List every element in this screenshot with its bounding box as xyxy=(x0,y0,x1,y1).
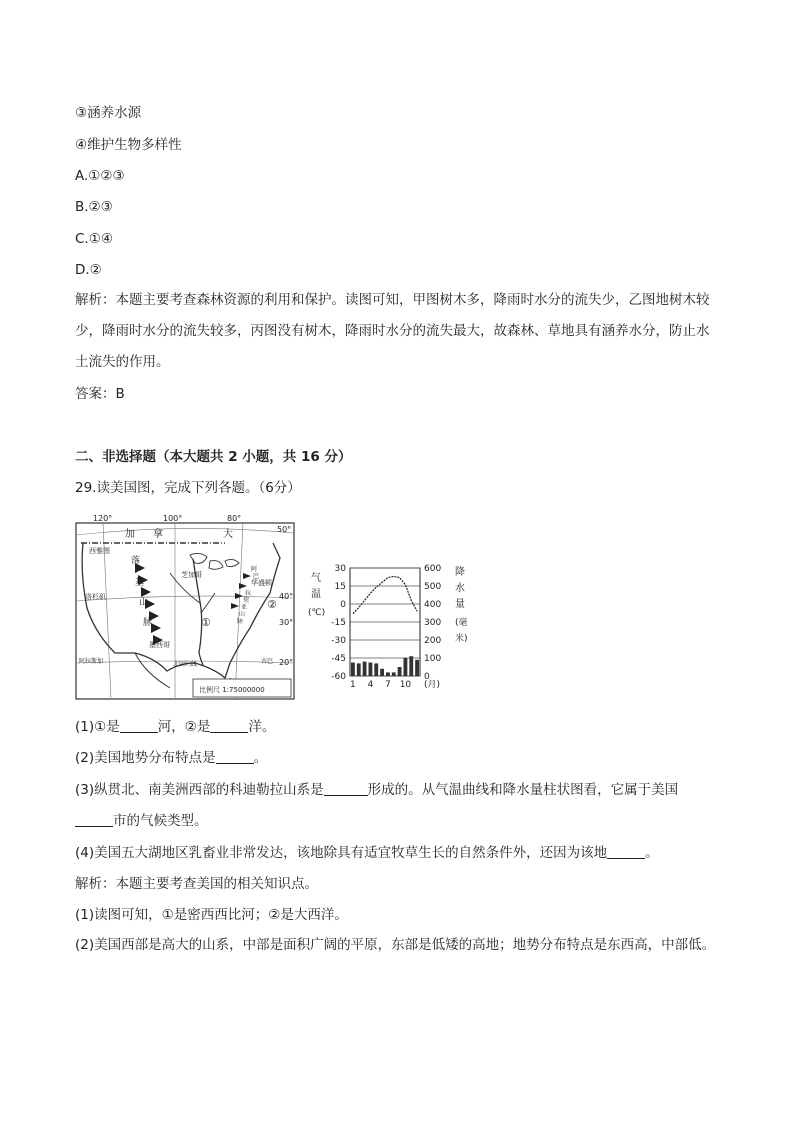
rocky-4: 脉 xyxy=(143,618,153,628)
blank-1b[interactable] xyxy=(210,718,248,733)
x-tick: 4 xyxy=(367,680,374,690)
precip-bar xyxy=(363,662,367,676)
q29-stem: 29.读美国图，完成下列各题。（6分） xyxy=(75,480,301,496)
label-losangeles: 洛杉矶 xyxy=(85,593,106,601)
choice-c: C.①④ xyxy=(75,231,113,247)
blank-1a[interactable] xyxy=(120,718,158,733)
label-jia: 加 xyxy=(125,529,135,540)
sub1-c: 洋。 xyxy=(248,719,276,735)
right-tick: 200 xyxy=(424,636,442,646)
prec-axis-label-1: 降 xyxy=(455,567,465,578)
prec-axis-label-2: 水 xyxy=(455,583,465,594)
marker-1: ① xyxy=(201,616,211,629)
app-6: 山 xyxy=(239,611,246,618)
precip-bar xyxy=(404,658,408,676)
q29-sub2 xyxy=(75,748,267,768)
sub4-a: (4)美国五大湖地区乳畜业非常发达，该地除具有适宜牧草生长的自然条件外，还因为该地 xyxy=(75,845,608,861)
rocky-1: 落 xyxy=(131,556,141,566)
right-tick: 300 xyxy=(424,618,442,628)
choice-b: B.②③ xyxy=(75,199,113,215)
rocky-3: 山 xyxy=(139,598,149,608)
section-title: 二、非选择题（本大题共 2 小题，共 16 分） xyxy=(75,449,352,465)
q29-sub3-line1 xyxy=(75,780,678,800)
precip-bar xyxy=(374,663,378,676)
left-tick: -60 xyxy=(331,672,346,682)
temp-axis-label-1: 气 xyxy=(311,573,321,584)
choice-d: D.② xyxy=(75,262,102,278)
lon-100: 100° xyxy=(163,514,183,523)
precip-bar xyxy=(357,663,361,676)
sub4-b: 。 xyxy=(645,845,659,861)
precip-bar xyxy=(386,672,390,676)
sub1-b: 河，②是 xyxy=(157,719,211,735)
blank-3a[interactable] xyxy=(324,781,368,796)
sub3-a: (3)纵贯北、南美洲西部的科迪勒拉山系是 xyxy=(75,782,324,798)
lon-120: 120° xyxy=(93,514,113,523)
label-na: 拿 xyxy=(153,529,163,540)
x-tick: 1 xyxy=(350,680,356,690)
prec-axis-label-4: (毫 xyxy=(455,618,468,628)
app-3: 拉 xyxy=(245,590,252,597)
precip-bar xyxy=(369,663,373,677)
app-1: 阿 xyxy=(251,566,258,573)
sub2-a: (2)美国地势分布特点是 xyxy=(75,750,216,766)
precip-bar xyxy=(380,669,384,676)
label-tropic: 北回归线 xyxy=(173,661,198,668)
lat-40: 40° xyxy=(279,592,294,601)
label-da: 大 xyxy=(223,529,233,540)
q29-sub3-line2 xyxy=(75,811,208,831)
sub2-b: 。 xyxy=(253,750,268,766)
q28-analysis: 解析：本题主要考查森林资源的利用和保护。读图可知，甲图树木多，降雨时水分的流失少，乙图地树木较少，降雨时水分的流失较多，丙图没有树木，降雨时水分的流失最大，故森林、草地具有涵养水分，防止水土流失的作用。 xyxy=(75,292,710,370)
q29-figure xyxy=(75,513,470,703)
x-tick: 7 xyxy=(385,680,391,690)
left-tick: 15 xyxy=(334,582,346,592)
climate-chart xyxy=(308,564,468,690)
q29-analysis: 解析：本题主要考查美国的相关知识点。 xyxy=(75,876,318,892)
q29-sub1 xyxy=(75,717,275,737)
label-cuba: 古巴 xyxy=(261,658,274,665)
precip-bar xyxy=(415,660,419,676)
lon-80: 80° xyxy=(227,514,242,523)
left-tick: 30 xyxy=(334,564,346,574)
prec-axis-label-5: 米) xyxy=(455,634,468,644)
label-washington: 华盛顿 xyxy=(251,579,272,587)
temperature-line xyxy=(353,576,417,613)
left-tick: -15 xyxy=(331,618,346,628)
lat-50: 50° xyxy=(277,525,292,534)
label-chicago: 芝加哥 xyxy=(181,571,202,579)
right-tick: 100 xyxy=(424,654,442,664)
marker-2: ② xyxy=(267,598,277,611)
app-4: 契 xyxy=(243,597,250,604)
q29-ans2: (2)美国西部是高大的山系，中部是面积广阔的平原，东部是低矮的高地；地势分布特点是东西高，中部低。 xyxy=(75,937,716,953)
left-tick: 0 xyxy=(340,600,346,610)
option-3: ③涵养水源 xyxy=(75,105,142,121)
temp-axis-label-3: (℃) xyxy=(308,608,326,618)
sub3-c: 市的气候类型。 xyxy=(113,813,208,829)
app-5: 亚 xyxy=(241,604,248,611)
app-7: 脉 xyxy=(237,618,244,625)
lat-30: 30° xyxy=(279,618,294,627)
label-mexico: 墨西哥 xyxy=(149,641,170,649)
sub3-b: 形成的。从气温曲线和降水量柱状图看，它属于美国 xyxy=(367,782,679,798)
right-tick: 500 xyxy=(424,582,442,592)
label-alaska: 阿拉斯加 xyxy=(79,658,104,665)
rocky-2: 基 xyxy=(135,578,145,588)
q28-answer: 答案：B xyxy=(75,386,125,402)
x-tick: 10 xyxy=(399,680,412,690)
precip-bar xyxy=(409,656,413,676)
q29-ans1: (1)读图可知，①是密西西比河；②是大西洋。 xyxy=(75,907,348,923)
label-seattle: 西雅图 xyxy=(89,547,110,555)
right-tick: 400 xyxy=(424,600,442,610)
blank-4[interactable] xyxy=(607,844,645,859)
temp-axis-label-2: 温 xyxy=(311,589,321,600)
x-unit: (月) xyxy=(424,680,441,690)
precip-bar xyxy=(351,663,355,677)
usa-map xyxy=(76,514,294,699)
prec-axis-label-3: 量 xyxy=(455,599,465,610)
option-4: ④维护生物多样性 xyxy=(75,137,182,153)
left-tick: -30 xyxy=(331,636,346,646)
choice-a: A.①②③ xyxy=(75,168,125,184)
blank-2[interactable] xyxy=(216,749,254,764)
right-tick: 600 xyxy=(424,564,442,574)
sub1-a: (1)①是 xyxy=(75,719,120,735)
q29-sub4 xyxy=(75,843,659,863)
left-tick: -45 xyxy=(331,654,346,664)
precip-bar xyxy=(392,672,396,676)
map-scale: 比例尺 1:75000000 xyxy=(199,686,265,694)
app-2: 巴 xyxy=(253,573,260,580)
right-tick: 0 xyxy=(424,672,430,682)
lat-20: 20° xyxy=(279,658,294,667)
blank-3b[interactable] xyxy=(75,812,113,827)
precip-bar xyxy=(398,667,402,676)
